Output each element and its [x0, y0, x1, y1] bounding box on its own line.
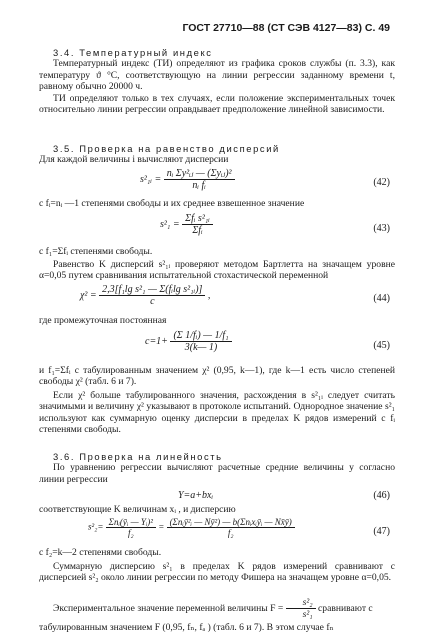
section-title: 3.6. Проверка на линейность [53, 451, 223, 462]
eq-denominator: f₂ [167, 527, 295, 538]
equation-number: (43) [373, 223, 390, 234]
paragraph: соответствующие K величинам xᵢ , и дисперсию [39, 504, 236, 515]
paragraph: с f₁=Σfᵢ степенями свободы. [39, 246, 153, 257]
eq-fraction [167, 517, 295, 538]
eq-numerator: s²₂ [302, 597, 313, 608]
equation-number: (46) [373, 490, 390, 501]
paragraph: Равенство K дисперсий s²₁ᵢ проверяют методом Бартлетта на значащем уровне α=0,05 путем сравнивания испытательной стохастической переменной [39, 259, 395, 282]
eq-denominator: Σfᵢ [182, 224, 213, 236]
eq-lhs: c=1+ [145, 335, 168, 347]
paragraph: Температурный индекс (ТИ) определяют из графика сроков службы (п. 3.3), как температуру ϑ °С, соответствующую на линии регрессии заданному времени t, равному обычно 20000 ч. [39, 58, 395, 93]
paragraph-f-ratio [39, 597, 395, 621]
eq-lhs: s²₁ᵢ = [140, 173, 162, 185]
text-run: сравнивают с [318, 603, 373, 615]
eq-denominator: nᵢ fᵢ [164, 179, 235, 191]
section-3-5-title-block [39, 143, 395, 166]
paragraph: где промежуточная постоянная [39, 315, 167, 326]
eq-lhs: s²₁ = [160, 218, 180, 230]
section-title: 3.4. Температурный индекс [53, 47, 213, 58]
paragraph: с f₂=k—2 степенями свободы. [39, 547, 162, 558]
eq-numerator: (Σnᵢȳ²ᵢ — Nȳ²) — b(Σnᵢxᵢȳᵢ — Nx̄ȳ) [169, 517, 292, 527]
equation-number: (45) [373, 340, 390, 351]
eq-denominator: f₂ [106, 527, 156, 538]
page-header: ГОСТ 27710—88 (СТ СЭВ 4127—83) С. 49 [182, 22, 390, 34]
eq-lhs: s²₂= [88, 521, 104, 532]
equation-number: (44) [373, 293, 390, 304]
eq-numerator: nᵢ Σy²ᵢⱼ — (Σyᵢⱼ)² [166, 168, 232, 179]
eq-fraction [99, 284, 205, 307]
equation-45 [145, 330, 232, 353]
paragraph: ТИ определяют только в тех случаях, если положение экспериментальных точек относительно линии регрессии оправдывает предположение линейной зависимости. [39, 92, 395, 116]
eq-fraction [170, 330, 231, 353]
equation-43 [160, 213, 213, 236]
eq-fraction [106, 517, 156, 538]
equation-47: s²₂= $\frac{\text{Σnᵢ(ȳᵢ — Yᵢ)²}}{\text{f₂}}$ = $\frac{\text{(Σnᵢȳ²ᵢ — Nȳ²) — b(Σnᵢxᵢȳᵢ — Nx̄ȳ)}}{\text{f₂}}$ [88, 517, 295, 538]
equation-number: (47) [373, 526, 390, 537]
eq-numerator: 2,3[f₁lg s²₁ — Σ(fᵢlg s²₁ᵢ)] [102, 284, 203, 295]
equation-44: χ² = $\frac{\text{2,3[f₁lg s²₁ — Σ(fᵢlg s²₁ᵢ)]}}{c}$ , [80, 284, 211, 307]
eq-denominator: s²₁ [286, 608, 316, 620]
paragraph: Если χ² больше табулированного значения, расхождения в s²₁ᵢ следует считать значимыми и величину χ² указывают в протоколе испытаний. Однородное значение s²₁ используют как суммарную оценку дисперсии в пределах K рядов измерений с fᵢ степенями свободы. [39, 390, 395, 436]
section-3-4 [39, 47, 395, 115]
eq-numerator: (Σ 1/fᵢ) — 1/f₁ [173, 330, 229, 341]
eq-denominator: c [99, 295, 205, 307]
eq-fraction [164, 168, 235, 191]
equation-number: (42) [373, 177, 390, 188]
section-3-6 [39, 451, 395, 485]
section-title: 3.5. Проверка на равенство дисперсий [53, 143, 280, 154]
paragraph: и f₁=Σfᵢ с табулированным значением χ² (0,95, k—1), где k—1 есть число степеней свободы χ² (табл. 6 и 7). [39, 365, 395, 388]
inline-fraction [286, 597, 316, 621]
text-run: Экспериментальное значение переменной величины F = [53, 603, 284, 615]
eq-lhs: χ² = [80, 289, 97, 301]
paragraph: с fᵢ=nᵢ —1 степенями свободы и их среднее взвешенное значение [39, 198, 305, 209]
paragraph: По уравнению регрессии вычисляют расчетные средние величины y согласно линии регрессии [39, 462, 395, 485]
paragraph: табулированным значением F (0,95, fₙ, fₐ ) (табл. 6 и 7). В этом случае fₙ [39, 622, 334, 633]
equation-42 [140, 168, 235, 191]
equation-46: Y=a+bxᵢ [178, 490, 214, 501]
paragraph: Для каждой величины i вычисляют дисперсии [39, 154, 229, 166]
eq-fraction [182, 213, 213, 236]
paragraph: Суммарную дисперсию s²₁ в пределах K рядов измерений сравнивают с дисперсией s²₂ около линии регрессии по методу Фишера на значащем уровне α=0,05. [39, 561, 395, 584]
eq-denominator: 3(k— 1) [170, 341, 231, 353]
eq-numerator: Σnᵢ(ȳᵢ — Yᵢ)² [108, 517, 153, 527]
eq-numerator: Σfᵢ s²₁ᵢ [185, 213, 210, 224]
